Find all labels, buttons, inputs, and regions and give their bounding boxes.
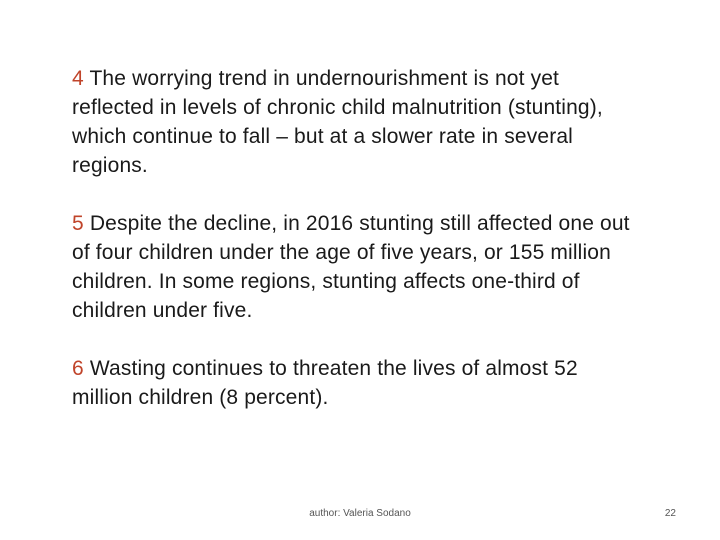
point-text: The worrying trend in undernourishment is not yet reflected in levels of chronic child malnutrition (stunting), which continue to fall – but at a slower rate in several regions.: [72, 67, 603, 177]
point-number: 4: [72, 67, 84, 90]
point-number: 5: [72, 212, 84, 235]
key-points-list: [72, 64, 632, 412]
point-6: [72, 354, 632, 412]
point-text: Despite the decline, in 2016 stunting still affected one out of four children under the age of five years, or 155 million children. In some regions, stunting affects one-third of children under five.: [72, 212, 630, 322]
point-4: [72, 64, 632, 180]
footer-author: author: Valeria Sodano: [309, 508, 411, 519]
point-5: [72, 209, 632, 325]
page-number: 22: [664, 508, 676, 519]
point-number: 6: [72, 357, 84, 380]
point-text: Wasting continues to threaten the lives of almost 52 million children (8 percent).: [72, 357, 578, 409]
